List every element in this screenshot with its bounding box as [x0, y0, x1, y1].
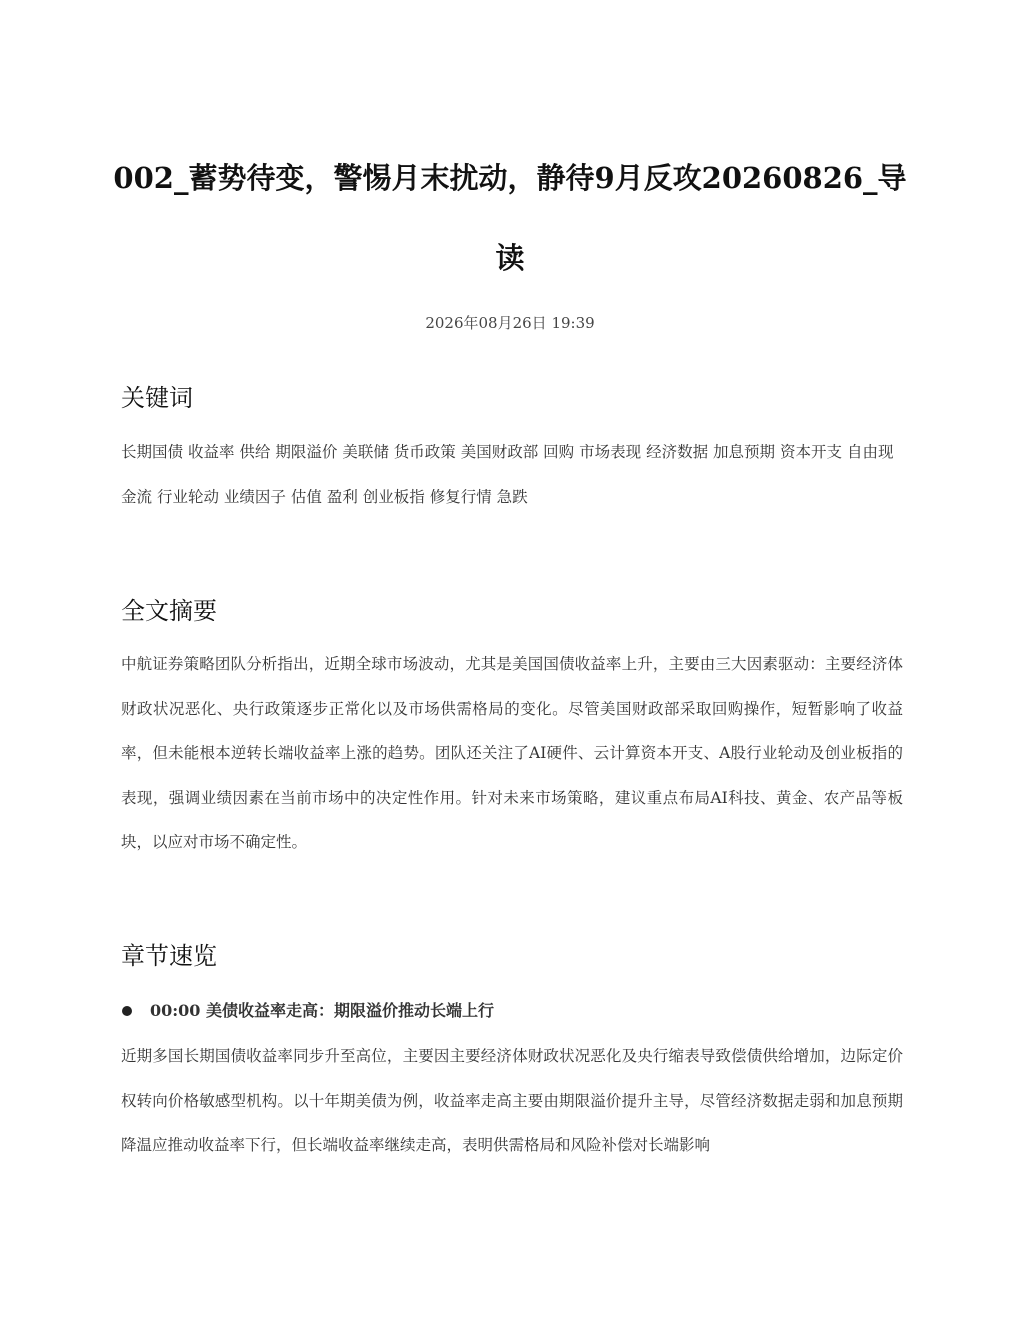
- keyword: 收益率: [187, 443, 235, 461]
- keyword: 加息预期: [713, 443, 776, 461]
- chapter-title: 00:00 美债收益率走高：期限溢价推动长端上行: [150, 1001, 495, 1020]
- document-title: 002_蓄势待变，警惕月末扰动，静待9月反攻20260826_导读: [113, 161, 907, 275]
- summary-heading: 全文摘要: [121, 597, 217, 625]
- keyword: 美国财政部: [460, 443, 539, 461]
- keyword: 回购: [543, 443, 575, 461]
- keyword: 长期国债: [121, 443, 184, 461]
- keyword: 急跌: [496, 487, 528, 506]
- keyword: 行业轮动: [156, 487, 219, 506]
- summary-text: 中航证券策略团队分析指出，近期全球市场波动，尤其是美国国债收益率上升，主要由三大因素驱动：主要经济体财政状况恶化、央行政策逐步正常化以及市场供需格局的变化。尽管美国财政部采取回购操作，短暂影响了收益率，但未能根本逆转长端收益率上涨的趋势。团队还关注了AI硬件、云计算资本开支、A股行业轮动及创业板指的表现，强调业绩因素在当前市场中的决定性作用。针对未来市场策略，建议重点布局AI科技、黄金、农产品等板块，以应对市场不确定性。: [121, 655, 903, 852]
- keyword: 业绩因子: [223, 487, 286, 506]
- keyword: 市场表现: [579, 443, 642, 461]
- keyword-list: [121, 430, 903, 519]
- document-date: 2026年08月26日 19:39: [425, 314, 595, 332]
- keyword: 自由现金流: [121, 443, 894, 506]
- keyword: 美联储: [342, 443, 389, 461]
- bullet-icon: [122, 1006, 132, 1016]
- keyword: 盈利: [326, 487, 358, 506]
- keyword: 供给: [239, 443, 271, 461]
- chapter-text: 近期多国长期国债收益率同步升至高位，主要因主要经济体财政状况恶化及央行缩表导致偿债供给增加，边际定价权转向价格敏感型机构。以十年期美债为例，收益率走高主要由期限溢价提升主导，尽管经济数据走弱和加息预期降温应推动收益率下行，但长端收益率继续走高，表明供需格局和风险补偿对长端影响: [121, 1047, 903, 1155]
- keyword: 估值: [290, 487, 322, 506]
- keyword: 经济数据: [646, 443, 709, 461]
- keyword: 资本开支: [779, 443, 842, 461]
- keyword: 货币政策: [393, 443, 456, 461]
- keyword: 创业板指: [362, 487, 425, 506]
- keyword: 修复行情: [429, 487, 492, 506]
- keyword: 期限溢价: [275, 443, 338, 461]
- chapter-item: [121, 996, 903, 1026]
- chapters-heading: 章节速览: [121, 942, 217, 970]
- keywords-heading: 关键词: [121, 384, 193, 412]
